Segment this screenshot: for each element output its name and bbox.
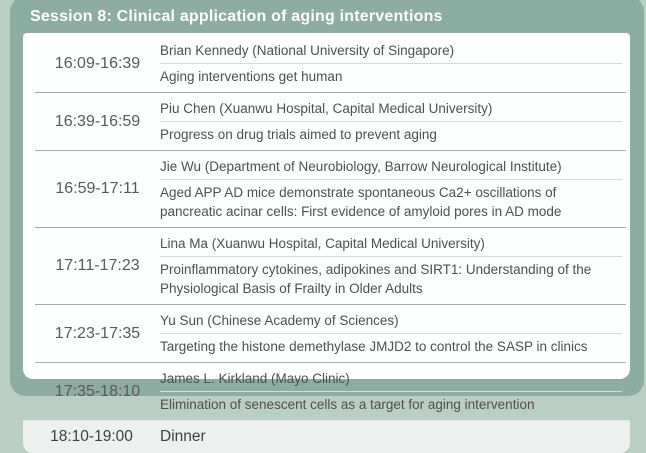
session-card [10,0,644,445]
time-slot: 17:35-18:10 [54,382,141,400]
speaker-text: Lina Ma (Xuanwu Hospital, Capital Medical University) [160,236,485,251]
schedule-table [23,33,630,420]
talk-cell [160,155,626,223]
schedule-panel [23,33,630,445]
speaker-text: James L. Kirkland (Mayo Clinic) [160,371,350,386]
talk-title-text: Targeting the histone demethylase JMJD2 to control the SASP in clinics [160,339,588,354]
schedule-row [35,150,626,227]
dinner-time-slot: 18:10-19:00 [50,428,133,445]
speaker-text: Piu Chen (Xuanwu Hospital, Capital Medical University) [160,101,493,116]
talk-title-text: Proinflammatory cytokines, adipokines and SIRT1: Understanding of the Physiological Basis of Frailty in Older Adults [160,262,592,296]
schedule-row [35,35,626,92]
schedule-row [35,304,626,362]
talk-cell [160,232,626,300]
talk-cell [160,39,626,88]
talk-cell [160,97,626,146]
session-title: Session 8: Clinical application of aging interventions [30,7,443,25]
dinner-row [23,420,630,453]
time-slot: 16:39-16:59 [54,112,141,130]
time-slot: 16:09-16:39 [54,54,141,72]
talk-title-text: Aged APP AD mice demonstrate spontaneous Ca2+ oscillations of pancreatic acinar cells: First evidence of amyloid pores in AD mode [160,185,562,219]
speaker-text: Jie Wu (Department of Neurobiology, Barrow Neurological Institute) [160,159,562,174]
talk-cell [160,367,626,416]
speaker-text: Brian Kennedy (National University of Singapore) [160,43,455,58]
schedule-row [35,92,626,150]
dinner-label: Dinner [160,428,206,445]
talk-title-text: Aging interventions get human [160,69,343,84]
time-slot: 17:23-17:35 [54,324,141,342]
talk-title-text: Progress on drug trials aimed to prevent aging [160,127,437,142]
time-slot: 16:59-17:11 [55,180,140,197]
talk-title-text: Elimination of senescent cells as a target for aging intervention [160,397,535,412]
talk-cell [160,309,626,358]
speaker-text: Yu Sun (Chinese Academy of Sciences) [160,313,399,328]
schedule-row [35,227,626,304]
session-header [10,0,644,33]
schedule-row [35,362,626,420]
time-slot: 17:11-17:23 [55,257,140,274]
